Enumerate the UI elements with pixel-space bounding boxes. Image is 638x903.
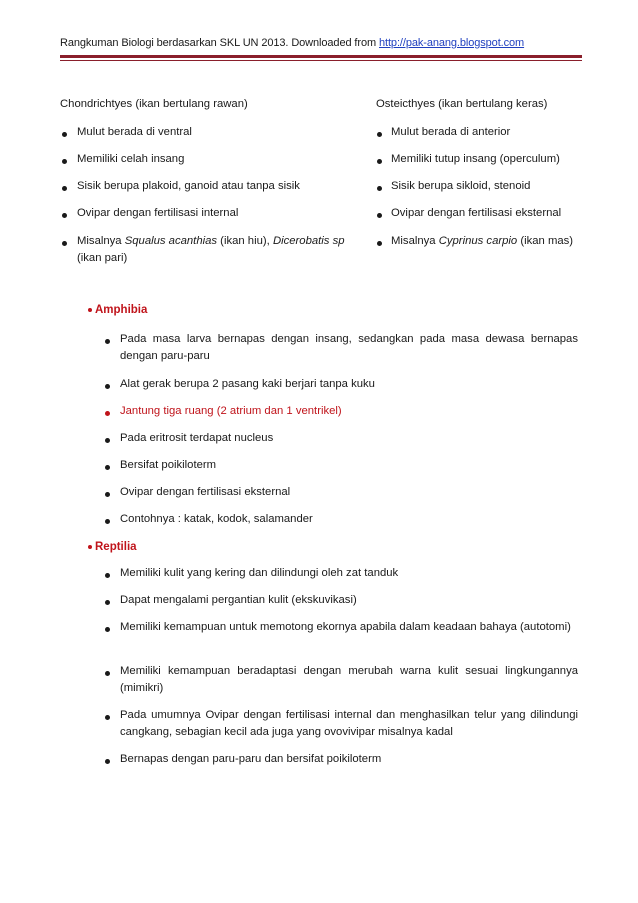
species-name: Squalus acanthias [124,235,218,247]
left-item: Memiliki celah insang [77,153,185,165]
bullet-icon [105,715,110,720]
chondrichtyes-heading: Chondrichtyes (ikan bertulang rawan) [60,98,248,110]
bullet-icon [377,186,382,191]
bullet-icon [88,308,92,312]
right-item: Mulut berada di anterior [391,126,511,138]
example-prefix: Misalnya [391,235,439,247]
bullet-icon [105,573,110,578]
bullet-icon [377,132,382,137]
bullet-icon [62,241,67,246]
bullet-icon [62,186,67,191]
list-item-highlight: Jantung tiga ruang (2 atrium dan 1 ventrikel) [120,405,342,417]
bullet-icon [105,438,110,443]
header-link[interactable]: http://pak-anang.blogspot.com [379,37,525,49]
right-item: Memiliki tutup insang (operculum) [391,153,560,165]
osteicthyes-heading: Osteicthyes (ikan bertulang keras) [376,98,548,110]
list-item: Bersifat poikiloterm [120,459,217,471]
example-prefix: Misalnya [77,235,125,247]
bullet-icon [105,759,110,764]
right-example [391,233,581,250]
left-item: Ovipar dengan fertilisasi internal [77,207,239,219]
section-reptilia [88,541,137,553]
bullet-icon [105,339,110,344]
example-suffix: (ikan pari) [77,252,128,264]
right-item: Sisik berupa sikloid, stenoid [391,180,531,192]
example-suffix: (ikan mas) [517,235,574,247]
bullet-icon [62,159,67,164]
list-item: Bernapas dengan paru-paru dan bersifat poikiloterm [120,753,382,765]
header-divider-thick [60,55,582,58]
bullet-icon [105,384,110,389]
list-item: Memiliki kemampuan beradaptasi dengan merubah warna kulit sesuai lingkungannya (mimikri) [120,665,578,694]
bullet-icon [62,213,67,218]
bullet-icon [88,545,92,549]
left-item: Mulut berada di ventral [77,126,192,138]
list-item: Pada umumnya Ovipar dengan fertilisasi internal dan menghasilkan telur yang dilindungi cangkang, sebagian kecil ada juga yang ovovivipar misalnya kadal [120,709,578,738]
bullet-icon [62,132,67,137]
list-item: Ovipar dengan fertilisasi eksternal [120,486,291,498]
list-item: Alat gerak berupa 2 pasang kaki berjari tanpa kuku [120,378,375,390]
left-item: Sisik berupa plakoid, ganoid atau tanpa sisik [77,180,300,192]
bullet-icon [105,465,110,470]
bullet-icon [105,671,110,676]
bullet-icon [105,519,110,524]
header-divider-thin [60,60,582,61]
bullet-icon [377,241,382,246]
list-item: Dapat mengalami pergantian kulit (ekskuvikasi) [120,594,357,606]
list-item: Pada masa larva bernapas dengan insang, sedangkan pada masa dewasa bernapas dengan paru-paru [120,333,578,362]
list-item: Memiliki kemampuan untuk memotong ekornya apabila dalam keadaan bahaya (autotomi) [120,621,571,633]
species-name: Cyprinus carpio [438,235,518,247]
page-header [60,37,580,49]
list-item: Contohnya : katak, kodok, salamander [120,513,313,525]
right-item: Ovipar dengan fertilisasi eksternal [391,207,562,219]
list-item: Memiliki kulit yang kering dan dilindungi oleh zat tanduk [120,567,399,579]
left-example [77,233,372,267]
bullet-icon [377,213,382,218]
section-amphibia [88,304,147,316]
header-text: Rangkuman Biologi berdasarkan SKL UN 2013. Downloaded from [60,37,379,49]
bullet-icon [377,159,382,164]
bullet-icon [105,627,110,632]
bullet-icon [105,411,110,416]
bullet-icon [105,492,110,497]
list-item: Pada eritrosit terdapat nucleus [120,432,274,444]
species-name: Dicerobatis sp [272,235,345,247]
section-title: Reptilia [95,541,137,553]
section-title: Amphibia [95,304,148,316]
bullet-icon [105,600,110,605]
example-mid: (ikan hiu), [217,235,273,247]
